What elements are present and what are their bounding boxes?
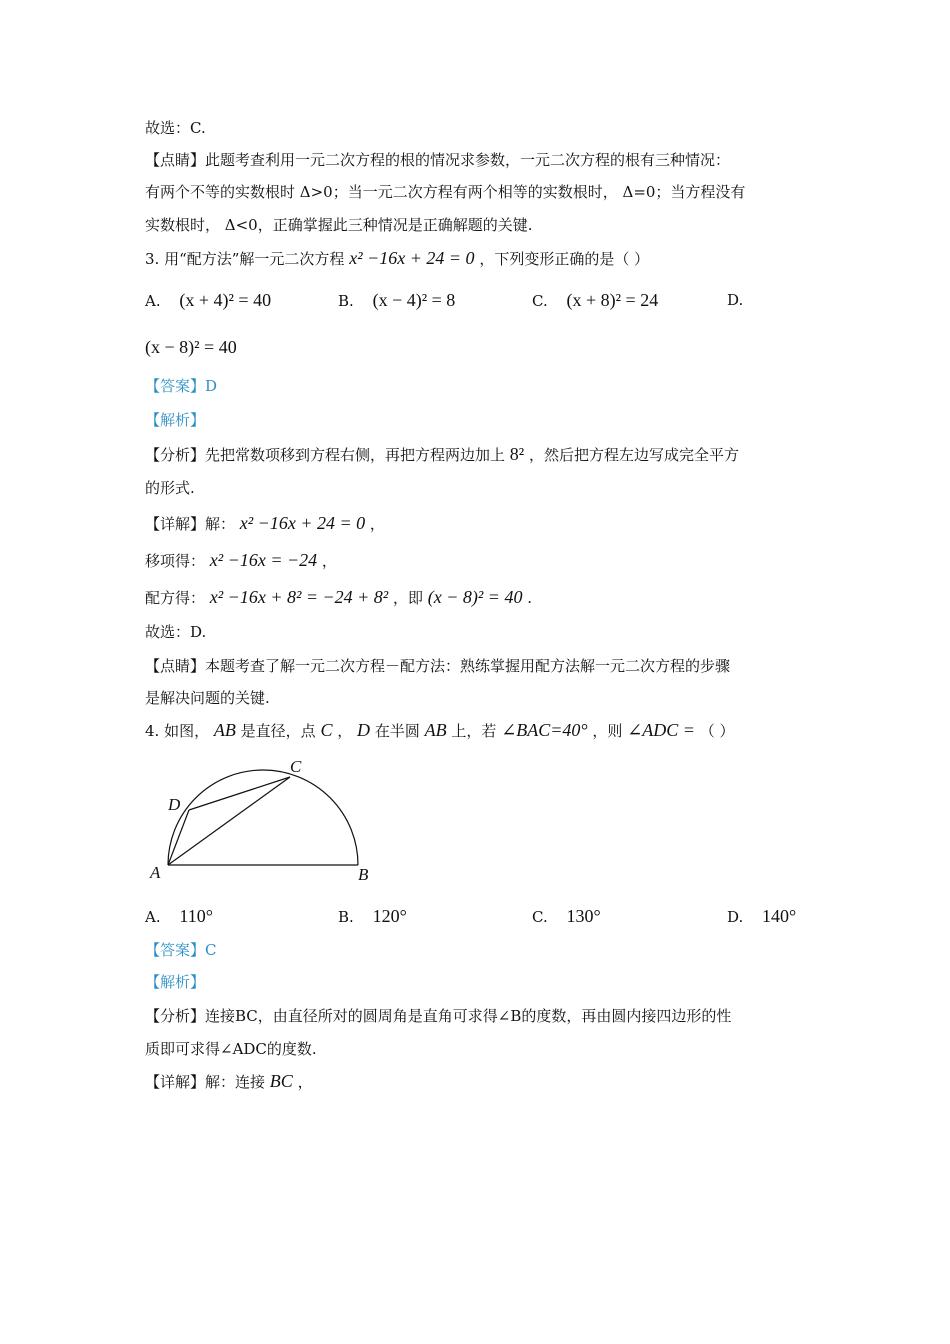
q4-point-c: C (320, 720, 333, 740)
q4-option-b (338, 906, 407, 927)
question-3 (145, 248, 649, 269)
q3-option-d-expr (145, 337, 237, 358)
q4-given-angle: ∠BAC=40° (501, 720, 588, 740)
q3-choose: 故选：D. (145, 623, 207, 641)
question-4 (145, 720, 735, 741)
option-expr: 130° (566, 906, 601, 926)
option-label: D. (727, 291, 744, 309)
move-end: ， (321, 552, 337, 570)
option-expr: (x + 8)² = 24 (566, 290, 659, 310)
label-b: B (358, 865, 369, 884)
q3-answer: 【答案】D (145, 377, 218, 395)
q3-detail (145, 513, 385, 534)
q3-option-d (727, 290, 743, 310)
chord-ac (168, 777, 290, 865)
q3-option-c (532, 290, 658, 311)
q4-option-c (532, 906, 601, 927)
dianjing-line-3: 实数根时， Δ<0，正确掌握此三种情况是正确解题的关键. (145, 216, 533, 234)
move-equation: x² −16x = −24 (209, 550, 318, 570)
detail-bc: BC (269, 1071, 293, 1091)
option-label: B. (338, 908, 354, 926)
question-3-stem: 3. 用“配方法”解一元二次方程 (145, 250, 345, 268)
q4-ab: AB (213, 720, 236, 740)
option-label: C. (532, 292, 548, 310)
move-label: 移项得： (145, 552, 206, 570)
q4-ab: AB (424, 720, 447, 740)
complete-mid: ，即 (392, 589, 423, 607)
option-expr: (x + 4)² = 40 (179, 290, 272, 310)
q4-detail (145, 1071, 313, 1092)
q4-option-a (145, 906, 213, 927)
q3-dianjing-1: 【点睛】本题考查了解一元二次方程－配方法：熟练掌握用配方法解一元二次方程的步骤 (145, 657, 731, 675)
question-3-equation: x² −16x + 24 = 0 (349, 248, 475, 268)
dianjing-line-1: 【点睛】此题考查利用一元二次方程的根的情况求参数，一元二次方程的根有三种情况： (145, 151, 731, 169)
q3-option-a (145, 290, 271, 311)
q4-text: ， (337, 722, 353, 740)
option-expr: 140° (762, 906, 797, 926)
option-expr: (x − 4)² = 8 (372, 290, 456, 310)
option-label: D. (727, 908, 744, 926)
analysis-text-end: ，然后把方程左边写成完全平方 (528, 446, 739, 464)
q4-analysis-2: 质即可求得∠ADC的度数. (145, 1040, 317, 1058)
q4-text: ，则 (592, 722, 623, 740)
q4-option-d (727, 906, 796, 927)
q4-text: 在半圆 (374, 722, 420, 740)
option-label: B. (338, 292, 354, 310)
label-a: A (150, 863, 161, 882)
option-expr: 120° (372, 906, 407, 926)
detail-equation: x² −16x + 24 = 0 (239, 513, 366, 533)
complete-equation: x² −16x + 8² = −24 + 8² (209, 587, 389, 607)
chord-dc (189, 777, 290, 810)
complete-end: . (527, 589, 533, 607)
q4-text: 上，若 (451, 722, 497, 740)
option-label: A. (145, 908, 161, 926)
detail-end: ， (369, 515, 385, 533)
q3-dianjing-2: 是解决问题的关键. (145, 689, 270, 707)
complete-result: (x − 8)² = 40 (427, 587, 523, 607)
semicircle-figure (140, 755, 390, 885)
q4-asked-angle: ∠ADC = (627, 720, 695, 740)
q3-option-b (338, 290, 455, 311)
q3-complete-square (145, 587, 532, 608)
q3-analysis-2: 的形式. (145, 479, 195, 497)
q4-analysis-1: 【分析】连接BC，由直径所对的圆周角是直角可求得∠B的度数，再由圆内接四边形的性 (145, 1007, 732, 1025)
q3-analysis-1 (145, 444, 739, 465)
q4-paren: （ ） (699, 722, 735, 740)
detail-label: 【详解】解：连接 (145, 1073, 266, 1091)
detail-end: ， (297, 1073, 313, 1091)
q4-stem: 4. 如图， (145, 722, 210, 740)
option-expr: (x − 8)² = 40 (145, 337, 237, 357)
q3-jiexi: 【解析】 (145, 411, 206, 429)
label-c: C (290, 757, 302, 776)
q4-answer: 【答案】C (145, 941, 217, 959)
analysis-math: 8² (509, 444, 525, 464)
analysis-text: 【分析】先把常数项移到方程右侧，再把方程两边加上 (145, 446, 506, 464)
complete-label: 配方得： (145, 589, 206, 607)
label-d: D (168, 795, 181, 814)
conclusion-line: 故选：C. (145, 119, 206, 137)
question-3-stem-end: ，下列变形正确的是（ ） (479, 250, 650, 268)
q4-jiexi: 【解析】 (145, 973, 206, 991)
q3-move (145, 550, 337, 571)
option-label: A. (145, 292, 161, 310)
detail-label: 【详解】解： (145, 515, 236, 533)
option-expr: 110° (179, 906, 213, 926)
dianjing-line-2: 有两个不等的实数根时 Δ>0；当一元二次方程有两个相等的实数根时， Δ=0；当方程没有 (145, 183, 746, 201)
q4-point-d: D (357, 720, 371, 740)
option-label: C. (532, 908, 548, 926)
semicircle-arc (168, 770, 358, 865)
q4-text: 是直径，点 (240, 722, 316, 740)
